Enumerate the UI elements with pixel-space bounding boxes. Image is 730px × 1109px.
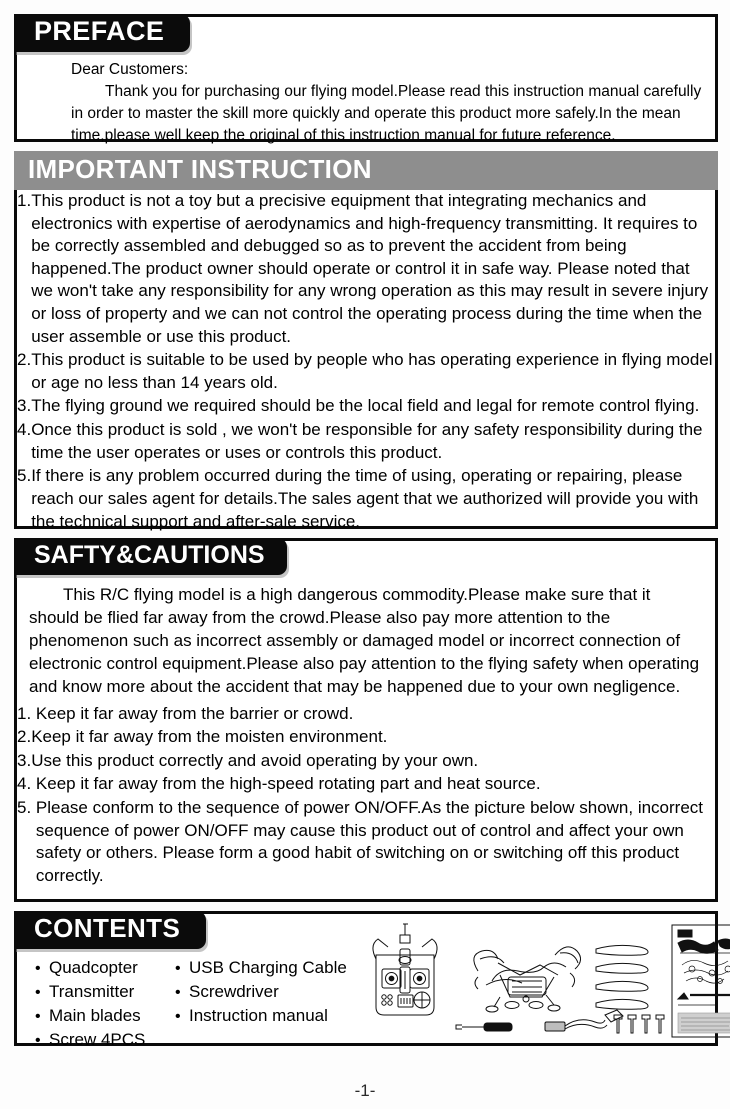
list-item-number: 2. [17, 727, 32, 747]
list-item [17, 190, 715, 348]
contents-illustration [360, 919, 730, 1037]
main-blades-icon [596, 945, 648, 1009]
list-item-number: 5. [17, 797, 36, 817]
list-item [17, 349, 715, 394]
list-item: • Screwdriver [175, 980, 360, 1004]
list-item [17, 465, 715, 533]
list-item-text: Use this product correctly and avoid operating by your own. [31, 750, 479, 770]
list-item [17, 703, 715, 726]
list-item-text: This product is suitable to be used by people who has operating experience in flying model or age no less than 14 years old. [31, 350, 713, 392]
important-instruction-header: IMPORTANT INSTRUCTION [14, 151, 718, 190]
safety-intro-text: This R/C flying model is a high dangerous commodity.Please make sure that it should be flied far away from the crowd.Please also pay more attention to the phenomenon such as incorrect assembly or damaged model or incorrect connection of electronic control equipment.Please also pay attention to the flying safety when operating and know more about the accident that may be happened due to your own negligence. [29, 585, 700, 697]
list-item [17, 395, 715, 418]
important-instruction-list [17, 190, 715, 533]
list-item-text: This product is not a toy but a precisive equipment that integrating mechanics and electronics with expertise of aerodynamics and high-frequency transmitting. It requires to be correctly assembled and debugged so as to prevent the accident from being happened.The product owner should operate or control it in safe way. Please noted that we won't take any responsibility for any wrong operation as this may result in severe injury or loss of property and we can not control the operating process during the time when the user assemble or use this product. [31, 191, 709, 346]
list-item-text: Keep it far away from the moisten environment. [31, 727, 388, 747]
list-item-text: Please conform to the sequence of power ON/OFF.As the picture below shown, incorrect sequence of power ON/OFF may cause this product out of control and affect your own safety or others. Please form a good habit of switching on or switching off this product correctly. [35, 797, 704, 885]
quadcopter-icon [474, 947, 581, 1012]
preface-header: PREFACE [14, 14, 190, 52]
list-item-number: 3. [17, 396, 32, 416]
contents-header: CONTENTS [14, 911, 206, 949]
screws-icon [614, 1015, 664, 1033]
screwdriver-icon [456, 1023, 512, 1031]
list-item-number: 2. [17, 350, 32, 370]
page-number: -1- [354, 1081, 376, 1100]
safety-cautions-header: SAFTY&CAUTIONS [14, 538, 287, 575]
preface-paragraph: Thank you for purchasing our flying model.Please read this instruction manual carefully in order to master the skill more quickly and operate this product more safely.In the mean time,please well keep the original of this instruction manual for future reference. [71, 83, 702, 144]
package-contents-artwork [360, 919, 730, 1045]
preface-body [17, 52, 715, 157]
list-item-number: 1. [17, 703, 36, 723]
section-preface [14, 14, 718, 142]
safety-cautions-list [17, 703, 715, 888]
list-item: • USB Charging Cable [175, 956, 360, 980]
contents-column-right [175, 956, 360, 1052]
contents-body [17, 949, 715, 1056]
list-item-text: Keep it far away from the barrier or crowd. [35, 703, 354, 723]
list-item-text: Keep it far away from the high-speed rotating part and heat source. [35, 774, 541, 794]
list-item-text: Once this product is sold , we won't be responsible for any safety responsibility during the time the user operates or uses or controls this product. [31, 420, 703, 462]
list-item [17, 750, 715, 773]
list-item: • Main blades [35, 1004, 175, 1028]
list-item-number: 4. [17, 774, 36, 794]
transmitter-icon [373, 924, 437, 1015]
list-item-number: 1. [17, 191, 32, 210]
list-item: • Instruction manual [175, 1004, 360, 1028]
contents-item-lists [17, 953, 360, 1052]
list-item-text: If there is any problem occurred during the time of using, operating or repairing, please reach our sales agent for details.The sales agent that we authorized will provide you with the technical support and after-sale service. [31, 466, 699, 531]
section-important-instruction [14, 151, 718, 529]
instruction-manual-icon [672, 925, 730, 1037]
usb-charging-cable-icon [545, 1010, 623, 1031]
list-item: • Transmitter [35, 980, 175, 1004]
safety-intro [17, 575, 715, 703]
list-item: • Screw 4PCS [35, 1028, 175, 1052]
list-item [17, 797, 715, 887]
list-item: • Quadcopter [35, 956, 175, 980]
list-item [17, 773, 715, 796]
list-item-number: 4. [17, 420, 32, 440]
manual-cover-diagram [682, 960, 730, 983]
list-item [17, 419, 715, 464]
section-contents [14, 911, 718, 1049]
contents-column-left [35, 956, 175, 1052]
list-item-number: 3. [17, 750, 32, 770]
list-item-text: The flying ground we required should be the local field and legal for remote control flying. [31, 396, 700, 416]
preface-salutation: Dear Customers: [71, 61, 189, 78]
section-safety-cautions [14, 538, 718, 902]
list-item-number: 5. [17, 466, 32, 486]
list-item [17, 726, 715, 749]
